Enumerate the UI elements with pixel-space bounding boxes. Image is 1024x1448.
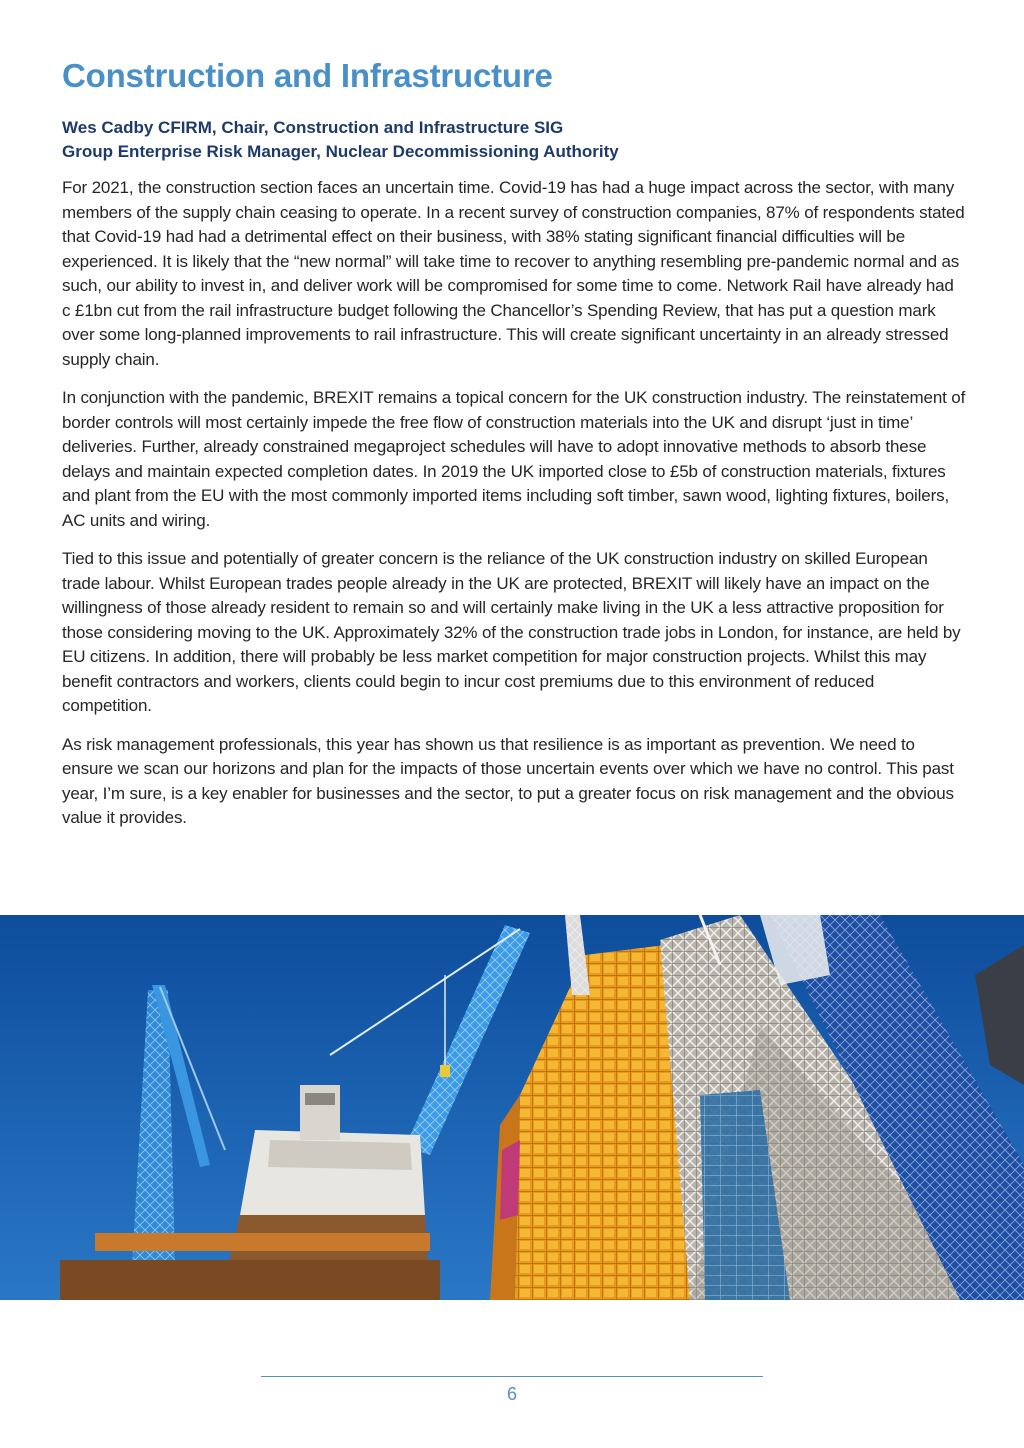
article <box>62 52 966 831</box>
body-paragraph-3: Tied to this issue and potentially of greater concern is the reliance of the UK construction industry on skilled European trade labour. Whilst European trades people already in the UK are protected, BREXIT will likely have an impact on the willingness of those already resident to remain so and will certainly make living in the UK a less attractive proposition for those considering moving to the UK. Approximately 32% of the construction trade jobs in London, for instance, are held by EU citizens. In addition, there will probably be less market competition for major construction projects. Whilst this may benefit contractors and workers, clients could begin to incur cost premiums due to this environment of reduced competition. <box>62 549 961 715</box>
construction-cranes-photo <box>0 915 1024 1300</box>
body-paragraph-4: As risk management professionals, this year has shown us that resilience is as important as prevention. We need to ensure we scan our horizons and plan for the impacts of those uncertain events over which we have no control. This past year, I’m sure, is a key enabler for businesses and the sector, to put a greater focus on risk management and the obvious value it provides. <box>62 734 954 827</box>
body-paragraph-2: In conjunction with the pandemic, BREXIT remains a topical concern for the UK construction industry. The reinstatement of border controls will most certainly impede the free flow of construction materials into the UK and disrupt ‘just in time’ deliveries. Further, already constrained megaproject schedules will have to adopt innovative methods to absorb these delays and maintain expected completion dates. In 2019 the UK imported close to £5b of construction materials, fixtures and plant from the EU with the most commonly imported items including soft timber, sawn wood, lighting fixtures, boilers, AC units and wiring. <box>62 388 966 530</box>
author-byline <box>62 116 966 164</box>
byline-line-1: Wes Cadby CFIRM, Chair, Construction and Infrastructure SIG <box>62 118 564 137</box>
cranes-illustration <box>0 915 1024 1300</box>
page-title: Construction and Infrastructure <box>62 57 553 94</box>
body-paragraph-1: For 2021, the construction section faces an uncertain time. Covid-19 has had a huge impact across the sector, with many members of the supply chain ceasing to operate. In a recent survey of construction companies, 87% of respondents stated that Covid-19 had had a detrimental effect on their business, with 38% stating significant financial difficulties will be experienced. It is likely that the “new normal” will take time to recover to anything resembling pre-pandemic normal and as such, our ability to invest in, and deliver work will be compromised for some time to come. Network Rail have already had c £1bn cut from the rail infrastructure budget following the Chancellor’s Spending Review, that has put a question mark over some long-planned improvements to rail infrastructure. This will create significant uncertainty in an already stressed supply chain. <box>62 178 965 369</box>
footer-divider <box>261 1376 763 1377</box>
page-number: 6 <box>506 1384 517 1404</box>
byline-line-2: Group Enterprise Risk Manager, Nuclear Decommissioning Authority <box>62 142 619 161</box>
